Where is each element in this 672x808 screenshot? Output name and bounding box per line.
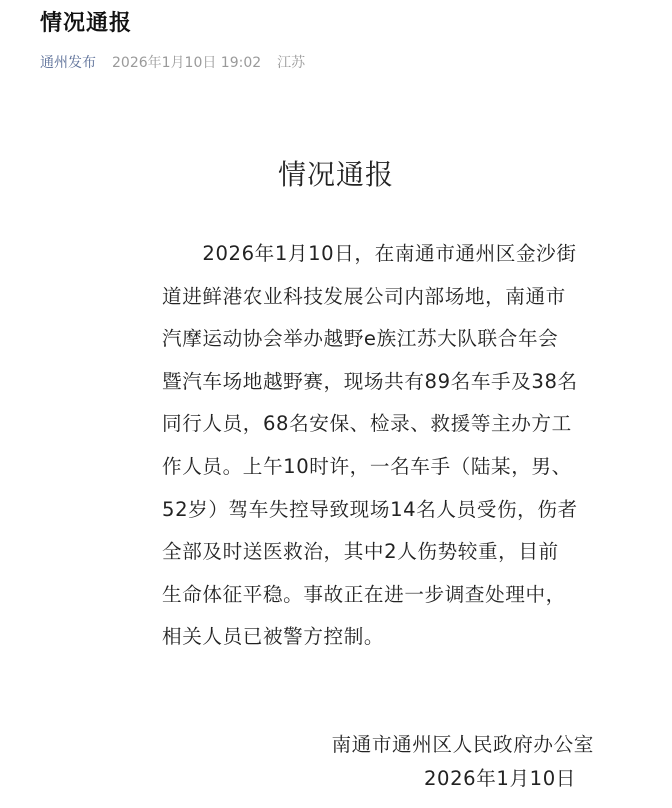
publish-time: 2026年1月10日 19:02: [112, 55, 262, 71]
body-line: 生命体征平稳。事故正在进一步调查处理中，: [162, 582, 566, 606]
body-line: 暨汽车场地越野赛，现场共有89名车手及38名: [162, 369, 578, 393]
publish-location: 江苏: [277, 55, 306, 71]
body-line: 道进鲜港农业科技发展公司内部场地，南通市: [162, 284, 566, 308]
article-title: 情况通报: [40, 11, 133, 36]
body-line: 同行人员，68名安保、检录、救援等主办方工: [162, 412, 572, 436]
signature-date: 2026年1月10日: [423, 767, 576, 790]
document-heading: 情况通报: [277, 158, 394, 191]
signature-organization: 南通市通州区人民政府办公室: [331, 733, 594, 756]
body-line: 汽摩运动协会举办越野e族江苏大队联合年会: [162, 327, 559, 351]
body-line: 作人员。上午10时许，一名车手（陆某，男、: [162, 454, 572, 478]
account-name-link[interactable]: 通州发布: [40, 55, 96, 71]
body-line: 52岁）驾车失控导致现场14名人员受伤，伤者: [162, 497, 578, 521]
document-body: [162, 233, 612, 659]
article-meta: [40, 52, 321, 72]
body-line: 全部及时送医救治，其中2人伤势较重，目前: [162, 540, 559, 564]
body-line: 2026年1月10日，在南通市通州区金沙街: [162, 242, 577, 265]
body-line: 相关人员已被警方控制。: [162, 625, 385, 649]
